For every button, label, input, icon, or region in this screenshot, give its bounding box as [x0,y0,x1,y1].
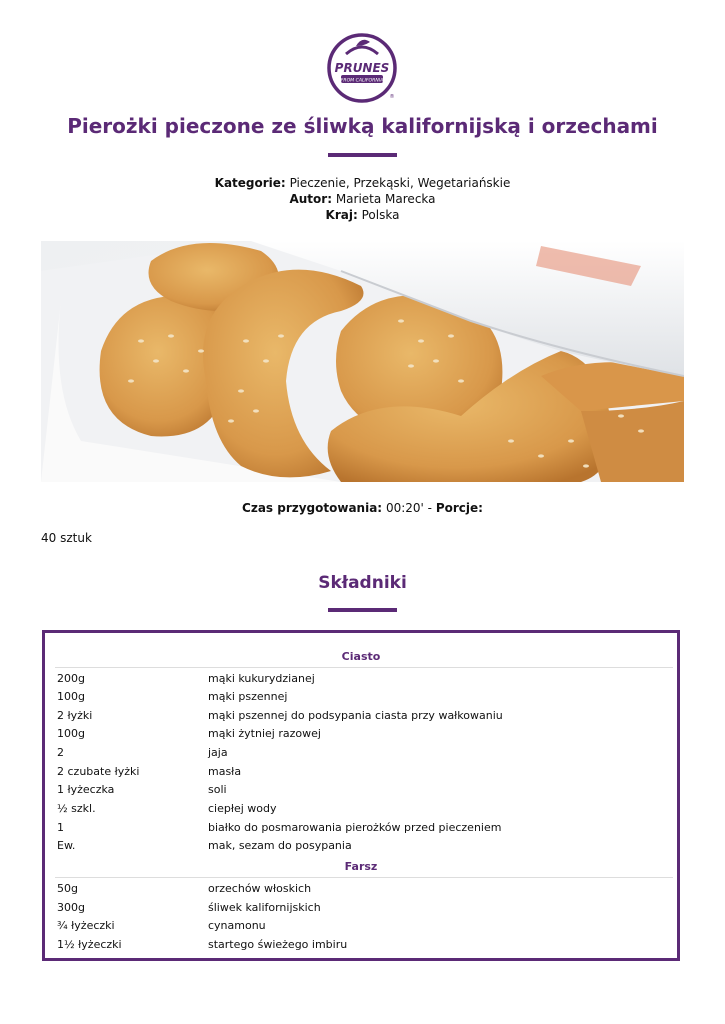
ingredient-qty: 2 [57,746,64,759]
author-line [0,191,725,207]
prep-separator: - [427,501,432,515]
country-line [0,207,725,223]
ingredient-qty: 100g [57,727,85,740]
ingredient-row [57,936,669,954]
ingredient-row [57,880,669,898]
ingredient-row [57,744,669,762]
country-value: Polska [361,208,400,222]
ingredients-title: Składniki [318,573,407,593]
ingredient-name: orzechów włoskich [208,882,312,895]
ingredient-name: jaja [208,746,228,759]
ingredient-row [57,800,669,818]
ingredient-name: masła [208,765,242,778]
ingredient-qty: 200g [57,672,85,685]
ingredient-row [57,899,669,917]
ingredient-qty: ½ szkl. [57,802,96,815]
ingredient-qty: 300g [57,901,85,914]
category-label: Kategorie: [214,176,286,190]
servings-label: Porcje: [435,501,483,515]
ingredient-qty: ¾ łyżeczki [57,919,115,932]
logo-wordmark: PRUNES [334,61,390,75]
prep-time-value: 00:20' [385,501,424,515]
ingredient-row [57,707,669,725]
ingredient-name: cynamonu [208,919,266,932]
logo-subtext: FROM CALIFORNIA [340,78,384,84]
ingredient-qty: 100g [57,690,85,703]
author-value: Marieta Marecka [335,192,436,206]
servings-value: 40 sztuk [41,531,92,545]
ingredient-name: białko do posmarowania pierożków przed pieczeniem [208,821,502,834]
ingredient-name: mąki kukurydzianej [208,672,315,685]
group-title-farsz: Farsz [344,860,378,873]
category-value: Pieczenie, Przekąski, Wegetariańskie [289,176,511,190]
group-title-ciasto: Ciasto [341,650,381,663]
ingredient-name: mąki żytniej razowej [208,727,321,740]
ingredients-table [42,630,680,961]
title-divider [328,153,397,157]
ingredient-row [57,725,669,743]
ingredient-name: soli [208,783,227,796]
ingredient-qty: Ew. [57,839,76,852]
ingredient-name: startego świeżego imbiru [208,938,348,951]
recipe-photo [41,241,684,482]
recipe-meta [0,175,725,223]
group-divider [55,877,673,878]
prep-info [0,501,725,515]
ingredient-qty: 1 łyżeczka [57,783,115,796]
ingredient-qty: 1½ łyżeczki [57,938,122,951]
ingredient-row [57,763,669,781]
ingredient-name: mąki pszennej do podsypania ciasta przy wałkowaniu [208,709,503,722]
ingredient-name: mak, sezam do posypania [208,839,352,852]
prep-time-label: Czas przygotowania: [242,501,383,515]
author-label: Autor: [289,192,332,206]
ingredients-divider [328,608,397,612]
ingredient-row [57,819,669,837]
category-line [0,175,725,191]
ingredient-row [57,781,669,799]
ingredient-name: ciepłej wody [208,802,277,815]
prunes-logo [326,32,398,104]
ingredient-qty: 2 czubate łyżki [57,765,140,778]
ingredient-qty: 1 [57,821,64,834]
ingredient-qty: 2 łyżki [57,709,93,722]
ingredient-row [57,917,669,935]
ingredient-row [57,837,669,855]
ingredient-name: śliwek kalifornijskich [208,901,321,914]
group-divider [55,667,673,668]
ingredient-name: mąki pszennej [208,690,288,703]
ingredient-row [57,670,669,688]
ingredient-row [57,688,669,706]
registered-mark: ® [389,94,395,100]
ingredient-qty: 50g [57,882,78,895]
country-label: Kraj: [325,208,358,222]
recipe-title: Pierożki pieczone ze śliwką kalifornijską i orzechami [67,114,658,138]
